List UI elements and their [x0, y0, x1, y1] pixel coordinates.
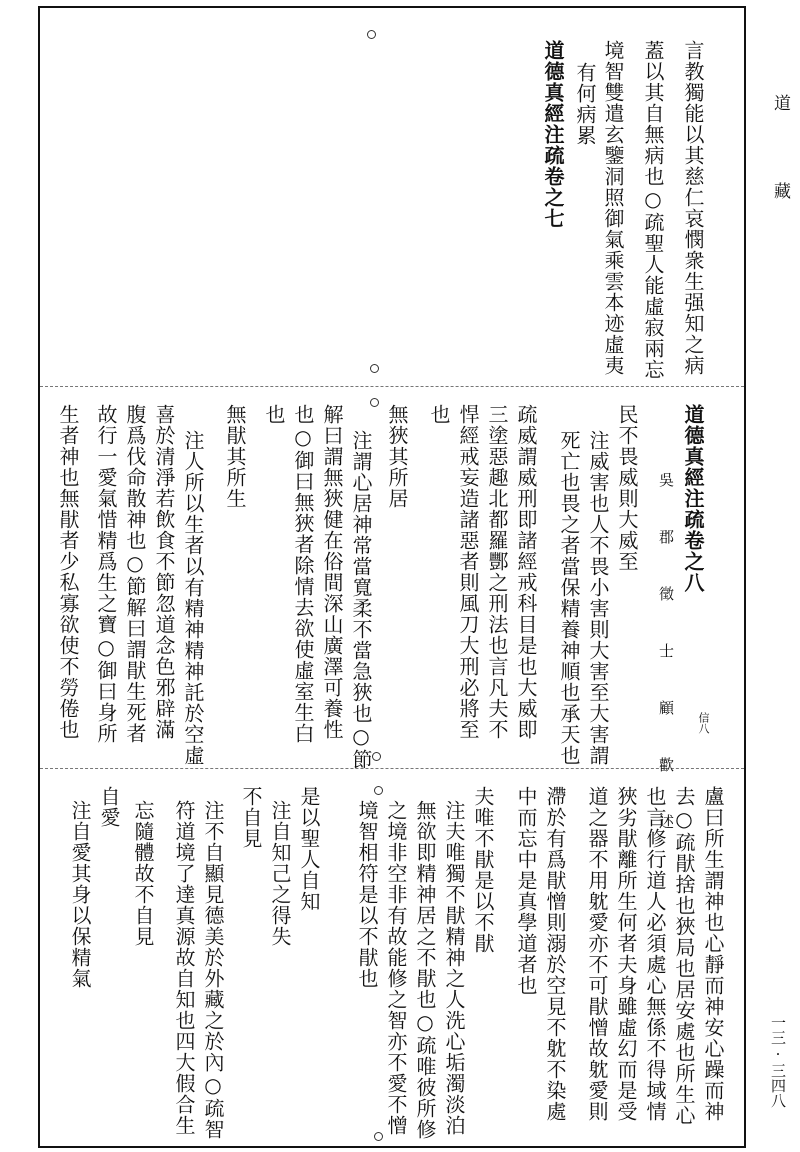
text-column: 生者神也無猒者少私寡欲使不勞倦也: [56, 404, 80, 740]
text-column: 也: [262, 404, 286, 425]
text-column: 悍經戒妄造諸惡者則風刀大刑必將至: [456, 404, 480, 740]
text-column: 注自愛其身以保精氣: [68, 800, 92, 989]
text-column: 道之器不用躭愛亦不可猒憎故躭愛則: [585, 786, 609, 1122]
text-column: 注人所以生者以有精神精神託於空虛: [181, 430, 205, 766]
folio-mark: 信八: [697, 712, 710, 734]
text-column: 之境非空非有故能修之智亦不愛不憎: [384, 800, 408, 1136]
text-column: 死亡也畏之者當保精養神順也承天也: [557, 430, 581, 766]
binding-hole: [367, 30, 376, 39]
text-column: 滯於有爲猒憎則溺於空見不躭不染處: [543, 786, 567, 1122]
text-column: 注自知己之得失: [268, 800, 292, 947]
scripture-line: 無猒其所生: [223, 404, 247, 509]
scripture-line: 是以聖人自知: [297, 786, 321, 912]
text-column: 狹劣猒離所生何者夫身雖虛幻而是受: [614, 786, 638, 1122]
scripture-line: 無狹其所居: [385, 404, 409, 509]
text-column: 言教獨能以其慈仁哀憫衆生强知之病: [681, 40, 705, 376]
scripture-line: 民不畏威則大威至: [615, 404, 639, 572]
text-column: 忘隨體故不自見: [131, 800, 155, 947]
text-column: 有何病累: [573, 62, 597, 146]
margin-title-top: 道: [770, 94, 790, 111]
binding-hole: [374, 1132, 383, 1141]
chapter-end-title: 道德真經注疏卷之七: [541, 40, 565, 229]
text-column: 中而忘中是真學道者也: [514, 786, 538, 996]
text-column: 去○疏猒捨也狹局也居安處也所生心: [672, 786, 696, 1126]
scripture-line: 自愛: [97, 786, 121, 828]
text-column: 故行一愛氣惜精爲生之寶○御曰身所: [94, 404, 118, 744]
text-column: 盧曰所生謂神也心靜而神安心躁而神: [701, 786, 725, 1122]
text-column: 注謂心居神常當寬柔不當急狹也○節: [349, 430, 373, 770]
text-column: 注威害也人不畏小害則大害至大害謂: [586, 430, 610, 766]
author-line: 吳 郡 徵 士 顧 歡 述: [657, 472, 675, 841]
text-column: 三塗惡趣北都羅酆之刑法也言凡夫不: [485, 404, 509, 740]
section-divider-lower: [40, 768, 744, 769]
text-column: 注不自顯見德美於外藏之於內○疏智: [201, 800, 225, 1140]
text-column: 解曰謂無狹健在俗間深山廣澤可養性: [320, 404, 344, 740]
binding-hole: [370, 364, 379, 373]
scripture-line: 夫唯不猒是以不猒: [471, 786, 495, 954]
binding-hole: [374, 786, 383, 795]
text-column: 注夫唯獨不猒精神之人洗心垢濁淡泊: [442, 800, 466, 1136]
chapter-title: 道德真經注疏卷之八: [681, 404, 705, 593]
text-column: 腹爲伐命散神也○節解曰謂猒生死者: [123, 404, 147, 744]
text-column: 無欲即精神居之不猒也○疏唯彼所修: [413, 800, 437, 1140]
margin-title-mid: 藏: [770, 182, 790, 199]
section-divider-upper: [40, 386, 744, 387]
page-number: 一三·三四八: [769, 1015, 787, 1108]
text-column: 也○御曰無狹者除情去欲使虛室生白: [291, 404, 315, 744]
text-column: 喜於清淨若飲食不節忽道念色邪辟滿: [152, 404, 176, 740]
text-column: 境智相符是以不猒也: [355, 800, 379, 989]
scripture-line: 不自見: [239, 786, 263, 849]
text-column: 疏威謂威刑即諸經戒科目是也大威即: [514, 404, 538, 740]
binding-hole: [370, 398, 379, 407]
text-column: 也: [427, 404, 451, 425]
text-column: 蓋以其自無病也○疏聖人能虛寂兩忘: [641, 40, 665, 380]
text-column: 也言修行道人必須處心無係不得域情: [643, 786, 667, 1122]
text-column: 境智雙遣玄鑒洞照御氣乘雲本迹虛夷: [601, 40, 625, 376]
text-column: 符道境了達真源故自知也四大假合生: [172, 800, 196, 1136]
